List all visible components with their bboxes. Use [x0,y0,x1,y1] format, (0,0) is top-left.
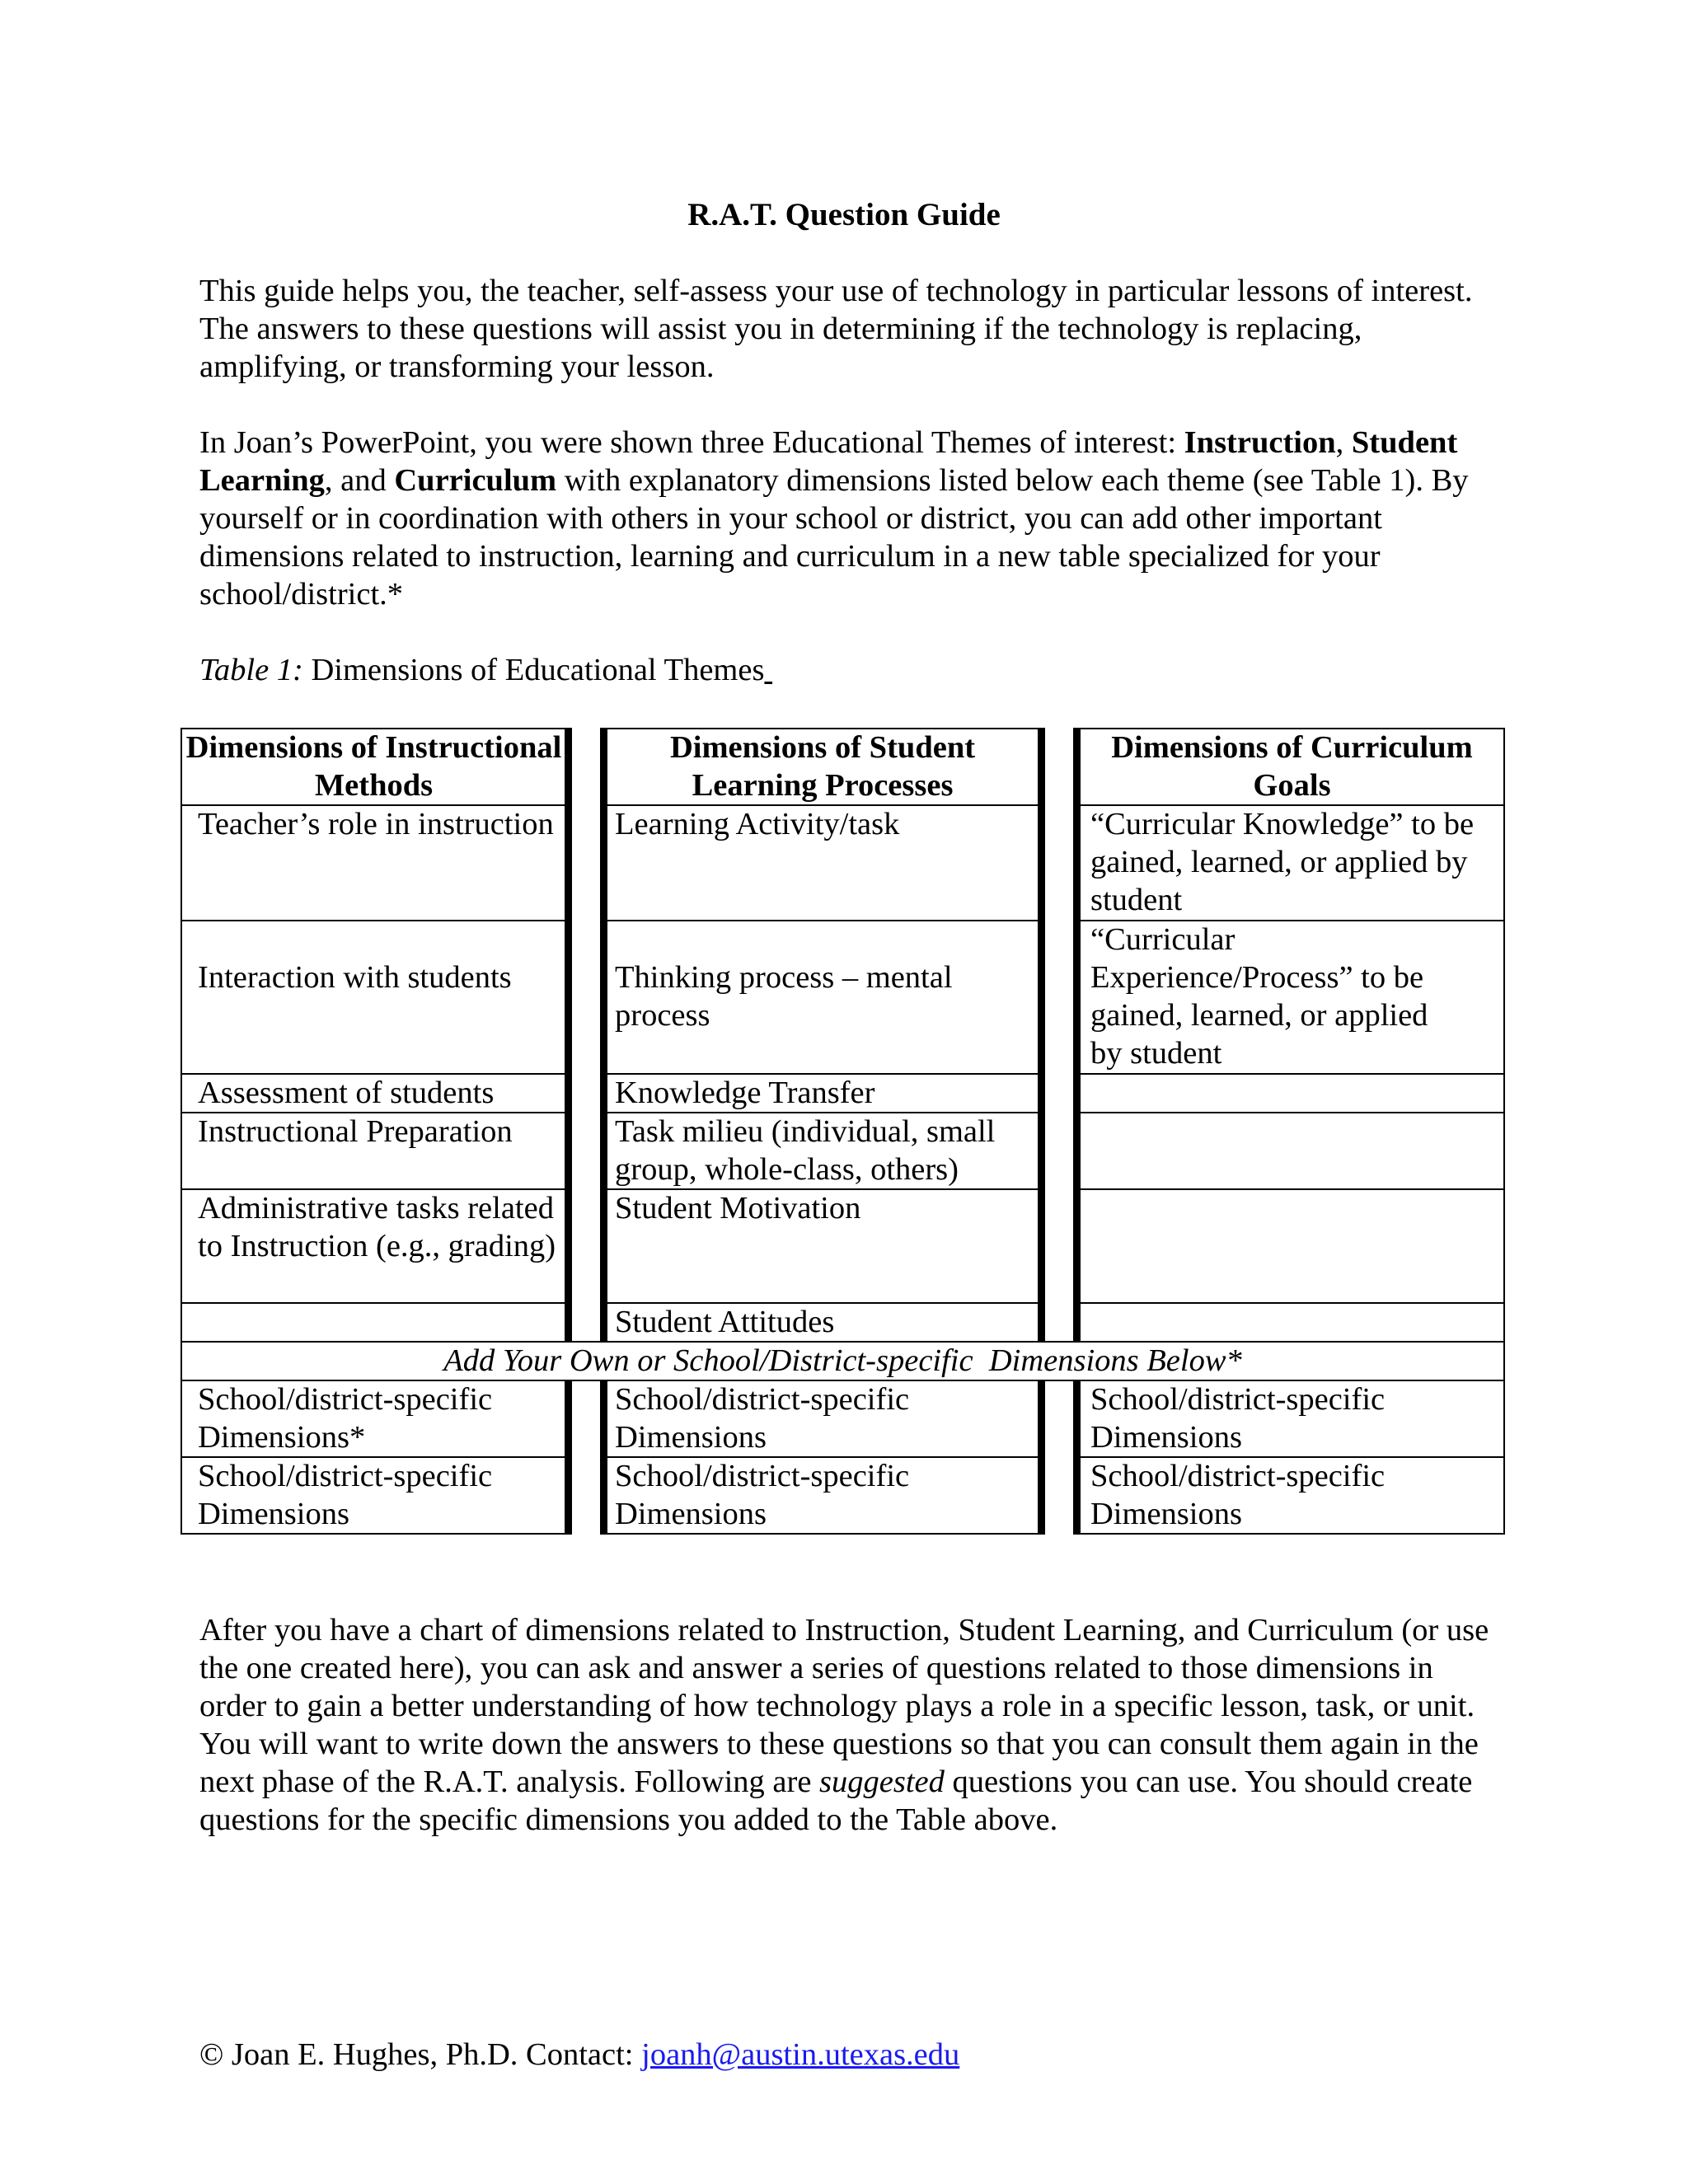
table-cell: Learning Activity/task [615,807,900,841]
table-cell: Thinking process – mental process [615,960,953,1033]
table-cell: Task milieu (individual, small group, whole-class, others) [615,1114,996,1187]
themes-paragraph: In Joan’s PowerPoint, you were shown three Educational Themes of interest: Instruction, Student Learning, and Curriculum with explanatory dimensions listed below each theme (see Table 1). By yourself or in coordination with others in your school or district, you can add other important dimensions related to instruction, learning and curriculum in a new table specialized for your school/district.* [199,425,1469,612]
header-curriculum-goals: Dimensions of Curriculum Goals [1111,730,1473,803]
theme-student-learning: Student Learning [199,425,1458,498]
table-cell: “Curricular Experience/Process” to be gained, learned, or applied by student [1090,922,1428,1071]
caption-text: Dimensions of Educational Themes [302,653,765,687]
theme-curriculum: Curriculum [394,463,557,498]
intro-paragraph: This guide helps you, the teacher, self-assess your use of technology in particular lessons of interest. The answers to these questions will assist you in determining if the technology is replacing, amplifying, or transforming your lesson. [199,274,1473,384]
contact-email-link[interactable]: joanh@austin.utexas.edu [641,2037,960,2072]
table-cell: Knowledge Transfer [615,1076,875,1110]
table-cell: Assessment of students [198,1076,495,1110]
table-cell: School/district-specific Dimensions [615,1382,910,1455]
footer-text: © Joan E. Hughes, Ph.D. Contact: [199,2037,642,2072]
page-title: R.A.T. Question Guide [687,197,1001,232]
caption-label: Table 1: [199,653,303,687]
closing-paragraph: After you have a chart of dimensions related to Instruction, Student Learning, and Curriculum (or use the one created here), you can ask and answer a series of questions related to those dimensions in order to gain a better understanding of how technology plays a role in a specific lesson, task, or unit. You will want to write down the answers to these questions so that you can consult them again in the next phase of the R.A.T. analysis. Following are suggested questions you can use. You should create questions for the specific dimensions you added to the Table above. [199,1613,1489,1837]
table-cell: School/district-specific Dimensions [615,1459,910,1531]
custom-dimensions-divider: Add Your Own or School/District-specific Dimensions Below* [443,1343,1242,1378]
header-instructional-methods: Dimensions of Instructional Methods [185,730,562,803]
table-cell: Interaction with students [198,960,512,995]
emphasis-suggested: suggested [819,1765,945,1799]
table-cell: “Curricular Knowledge” to be gained, learned, or applied by student [1090,807,1475,917]
footer [199,2036,959,2074]
table-cell: Instructional Preparation [198,1114,513,1149]
header-student-learning: Dimensions of Student Learning Processes [669,730,976,803]
table-cell: Administrative tasks related to Instruction (e.g., grading) [198,1191,556,1263]
table-cell: School/district-specific Dimensions* [198,1382,493,1455]
table-cell: Student Attitudes [615,1305,835,1339]
theme-instruction: Instruction [1184,425,1336,460]
table-cell: School/district-specific Dimensions [1090,1459,1386,1531]
table-cell: School/district-specific Dimensions [198,1459,493,1531]
table-caption [199,651,1493,689]
table-cell: School/district-specific Dimensions [1090,1382,1386,1455]
table-cell: Student Motivation [615,1191,861,1226]
table-cell: Teacher’s role in instruction [198,807,554,841]
